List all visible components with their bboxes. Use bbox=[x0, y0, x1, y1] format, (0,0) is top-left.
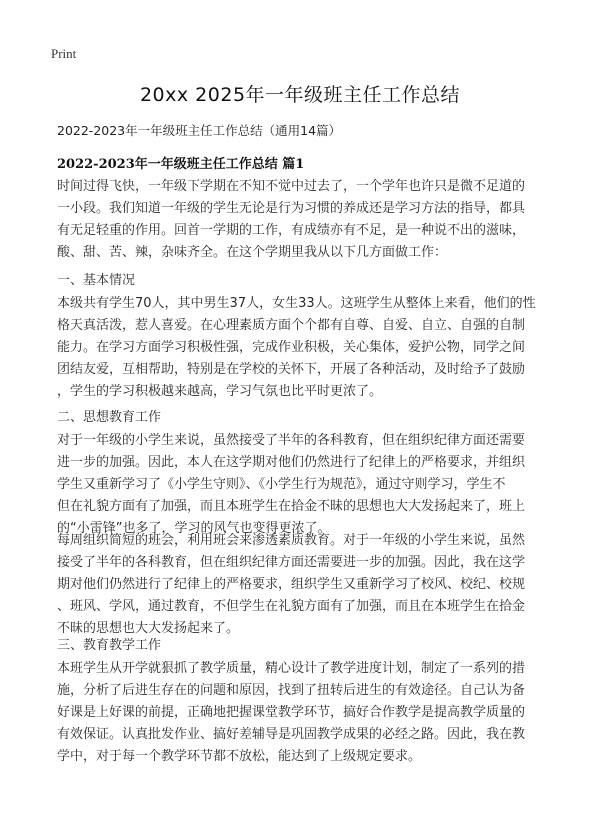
page-title: 20xx 2025年一年级班主任工作总结 bbox=[139, 84, 461, 106]
section-teaching-paragraph bbox=[57, 658, 553, 768]
paragraph-line: 一小段。我们知道一年级的学生无论是行为习惯的养成还是学习方法的指导，都具 bbox=[57, 201, 526, 216]
paragraph-line: 学生又重新学习了《小学生守则》、《小学生行为规范》，通过守则学习，学生不 bbox=[57, 477, 506, 492]
paragraph-line: 学中，对于每一个教学环节都不放松，能达到了上级规定要求。 bbox=[57, 749, 422, 764]
paragraph-line: 好课是上好课的前提，正确地把握课堂教学环节，搞好合作教学是提高教学质量的 bbox=[57, 705, 526, 720]
section-heading-moral: 二、思想教育工作 bbox=[57, 410, 162, 425]
section-basic-paragraph bbox=[57, 293, 553, 403]
paragraph-line: 接受了半年的各科教育，但在组织纪律方面还需要进一步的加强。因此，我在这学 bbox=[57, 555, 526, 570]
intro-paragraph bbox=[57, 176, 553, 264]
paragraph-line: 酸、甜、苦、辣，杂味齐全。在这个学期里我从以下几方面做工作： bbox=[57, 245, 448, 260]
paragraph-line: 本班学生从开学就狠抓了教学质量，精心设计了教学进度计划，制定了一系列的措 bbox=[57, 661, 526, 676]
paragraph-line: 能力。在学习方面学习积极性强，完成作业积极，关心集体，爱护公物，同学之间 bbox=[57, 340, 526, 355]
section-heading-teaching: 三、教育教学工作 bbox=[57, 638, 162, 653]
paragraph-line: 团结友爱，互相帮助，特别是在学校的关怀下，开展了各种活动，及时给予了鼓励 bbox=[57, 362, 526, 377]
section-heading-basic: 一、基本情况 bbox=[57, 273, 136, 288]
section-moral-paragraph-1 bbox=[57, 430, 553, 540]
paragraph-line: 的“小雷锋”也多了，学习的风气也变得更浓了。 bbox=[57, 521, 331, 536]
paragraph-line: 本级共有学生70人，其中男生37人，女生33人。这班学生从整体上来看，他们的性 bbox=[57, 296, 536, 311]
paragraph-line: 有效保证。认真批发作业、搞好差辅导是巩固教学成果的必经之路。因此，我在教 bbox=[57, 727, 526, 742]
paragraph-line: 有无足轻重的作用。回首一学期的工作，有成绩亦有不足，是一种说不出的滋味， bbox=[57, 223, 526, 238]
paragraph-line: 但在礼貌方面有了加强，而且本班学生在拾金不昧的思想也大大发扬起来了，班上 bbox=[57, 499, 526, 514]
print-label: Print bbox=[51, 46, 77, 61]
paragraph-line: 施，分析了后进生存在的问题和原因，找到了扭转后进生的有效途径。自己认为备 bbox=[57, 683, 526, 698]
paragraph-line: 进一步的加强。因此，本人在这学期对他们仍然进行了纪律上的严格要求，并组织 bbox=[57, 455, 526, 470]
paragraph-line: 格天真活泼，惹人喜爱。在心理素质方面个个都有自尊、自爱、自立、自强的自制 bbox=[57, 318, 526, 333]
paragraph-line: 每周组织简短的班会，利用班会来渗透素质教育。对于一年级的小学生来说，虽然 bbox=[57, 533, 526, 548]
paragraph-line: 期对他们仍然进行了纪律上的严格要求，组织学生又重新学习了校风、校纪、校规 bbox=[57, 577, 526, 592]
article-heading: 2022-2023年一年级班主任工作总结 篇1 bbox=[57, 157, 305, 172]
paragraph-line: 对于一年级的小学生来说，虽然接受了半年的各科教育，但在组织纪律方面还需要 bbox=[57, 433, 526, 448]
document-subtitle: 2022-2023年一年级班主任工作总结（通用14篇） bbox=[57, 123, 342, 138]
paragraph-line: 时间过得飞快，一年级下学期在不知不觉中过去了，一个学年也许只是微不足道的 bbox=[57, 179, 526, 194]
paragraph-line: 不昧的思想也大大发扬起来了。 bbox=[57, 621, 240, 636]
paragraph-line: 、班风、学风，通过教育，不但学生在礼貌方面有了加强，而且在本班学生在拾金 bbox=[57, 599, 526, 614]
paragraph-line: ，学生的学习积极越来越高，学习气氛也比平时更浓了。 bbox=[57, 384, 383, 399]
section-moral-paragraph-2 bbox=[57, 530, 553, 640]
